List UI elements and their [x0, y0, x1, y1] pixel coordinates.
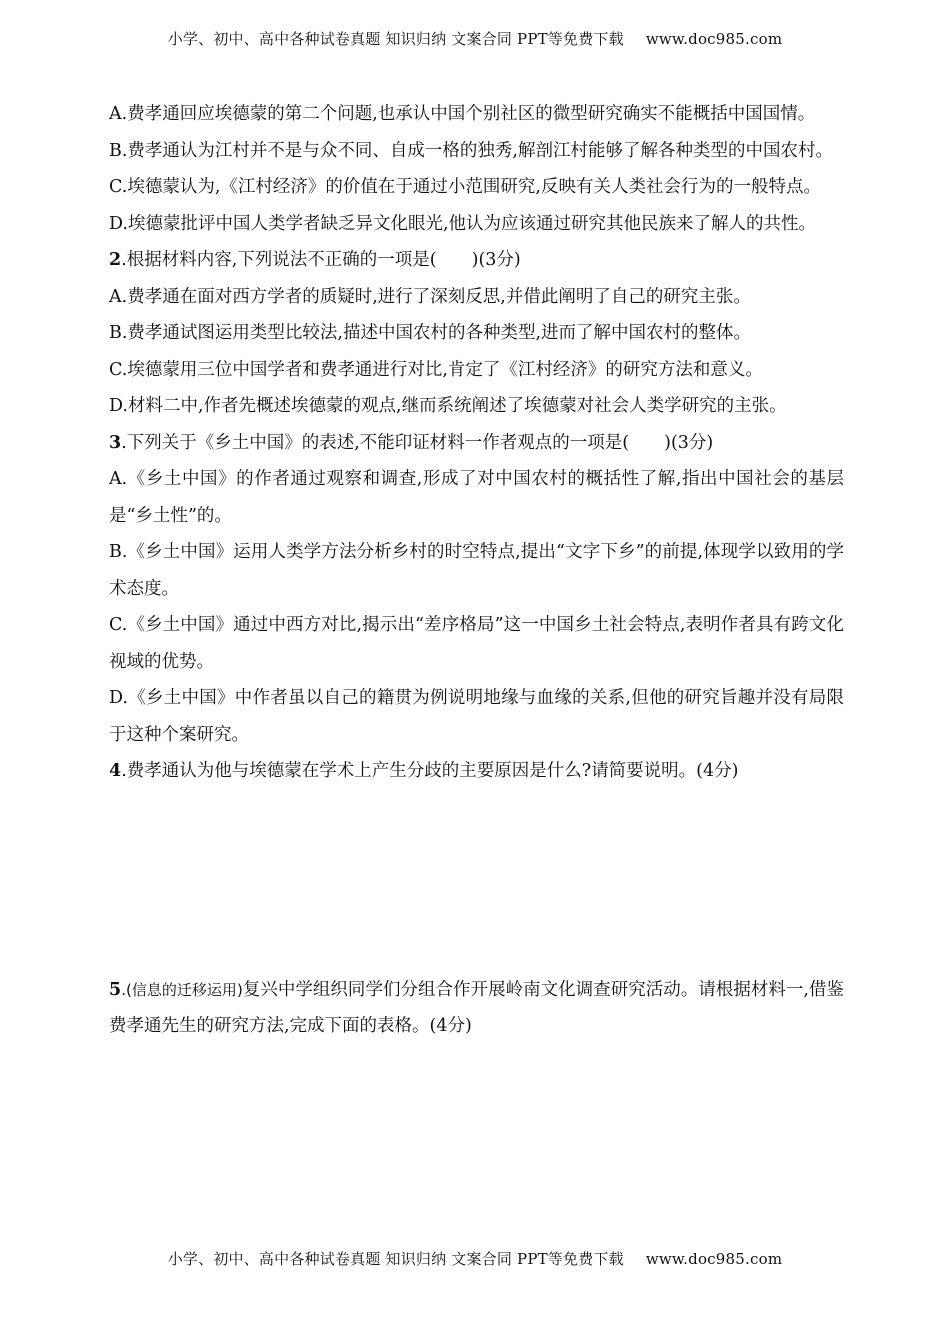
q5-stem-text: 复兴中学组织同学们分组合作开展岭南文化调查研究活动。请根据材料一,借鉴费孝通先生的研究方法,完成下面的表格。(4分) [109, 979, 844, 1036]
header-site-link[interactable]: www.doc985.com [645, 30, 783, 48]
q2-stem [109, 242, 844, 279]
page-header [0, 28, 950, 49]
q4-stem-text: .费孝通认为他与埃德蒙在学术上产生分歧的主要原因是什么?请简要说明。(4分) [121, 761, 739, 781]
page-footer [0, 1248, 950, 1269]
footer-site-link[interactable]: www.doc985.com [645, 1250, 783, 1268]
header-text: 小学、初中、高中各种试卷真题 知识归纳 文案合同 PPT等免费下载 [167, 30, 624, 48]
q4-answer-space[interactable] [109, 790, 844, 972]
q2-number: 2 [109, 250, 122, 270]
q3-number: 3 [109, 432, 122, 453]
q2-option-b: B.费孝通试图运用类型比较法,描述中国农村的各种类型,进而了解中国农村的整体。 [109, 323, 752, 343]
q1-option-d: D.埃德蒙批评中国人类学者缺乏异文化眼光,他认为应该通过研究其他民族来了解人的共性。 [109, 213, 817, 234]
q4-stem [109, 753, 844, 790]
q3-option-b: B.《乡土中国》运用人类学方法分析乡村的时空特点,提出“文字下乡”的前提,体现学以致用的学术态度。 [109, 542, 844, 599]
q5-stem [109, 972, 844, 1045]
q3-stem-text: .下列关于《乡土中国》的表述,不能印证材料一作者观点的一项是( )(3分) [121, 432, 714, 453]
q1-option-c: C.埃德蒙认为,《江村经济》的价值在于通过小范围研究,反映有关人类社会行为的一般特点。 [109, 177, 821, 197]
exam-content [109, 96, 844, 1045]
q2-stem-text: .根据材料内容,下列说法不正确的一项是( )(3分) [121, 250, 521, 270]
q1-option-b: B.费孝通认为江村并不是与众不同、自成一格的独秀,解剖江村能够了解各种类型的中国农村。 [109, 140, 833, 161]
q3-option-c: C.《乡土中国》通过中西方对比,揭示出“差序格局”这一中国乡土社会特点,表明作者具有跨文化视域的优势。 [109, 615, 844, 672]
q4-number: 4 [109, 761, 122, 781]
q2-option-a: A.费孝通在面对西方学者的质疑时,进行了深刻反思,并借此阐明了自己的研究主张。 [109, 286, 751, 307]
q1-option-a: A.费孝通回应埃德蒙的第二个问题,也承认中国个别社区的微型研究确实不能概括中国国情。 [109, 104, 816, 124]
q3-option-d: D.《乡土中国》中作者虽以自己的籍贯为例说明地缘与血缘的关系,但他的研究旨趣并没有局限于这种个案研究。 [109, 688, 844, 745]
q5-tag: .(信息的迁移运用) [121, 980, 243, 999]
footer-text: 小学、初中、高中各种试卷真题 知识归纳 文案合同 PPT等免费下载 [167, 1250, 624, 1268]
q3-stem [109, 425, 844, 462]
q3-option-a: A.《乡土中国》的作者通过观察和调查,形成了对中国农村的概括性了解,指出中国社会的基层是“乡土性”的。 [109, 469, 844, 526]
q2-option-c: C.埃德蒙用三位中国学者和费孝通进行对比,肯定了《江村经济》的研究方法和意义。 [109, 359, 763, 380]
q5-number: 5 [109, 979, 122, 1000]
q2-option-d: D.材料二中,作者先概述埃德蒙的观点,继而系统阐述了埃德蒙对社会人类学研究的主张。 [109, 396, 787, 416]
